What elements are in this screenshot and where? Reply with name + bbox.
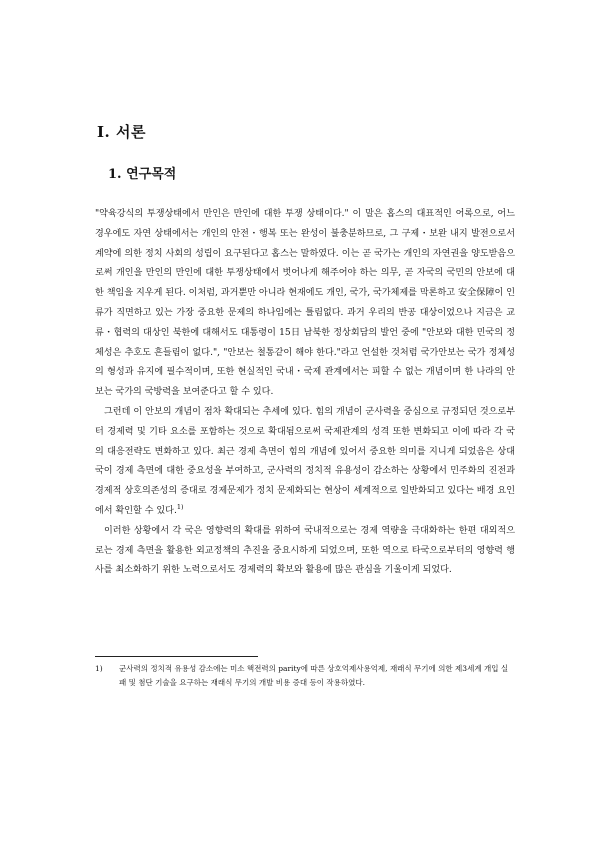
section-title: 1. 연구목적 bbox=[108, 167, 177, 182]
footnote-text: 군사력의 정치적 유용성 감소에는 미소 핵전력의 parity에 따른 상호억제사용억제, 재래식 무기에 의한 제3세계 개입 실패 및 첨단 기술을 요구하는 재래식 무기의 개발 비용 증대 등이 작용하였다. bbox=[119, 664, 509, 687]
footnote-divider bbox=[95, 656, 258, 657]
paragraph-3-text: 이러한 상황에서 각 국은 영향력의 확대를 위하여 국내적으로는 경제 역량을 극대화하는 한편 대외적으로는 경제 측면을 활용한 외교정책의 추진을 중요시하게 되었으며, 또한 역으로 타국으로부터의 영향력 행사를 최소화하기 위한 노력으로서도 경제력의 확보와 활용에 많은 관심을 기울이게 되었다. bbox=[95, 525, 515, 576]
footnote bbox=[95, 662, 515, 690]
paragraph-2-text: 그런데 이 안보의 개념이 점차 확대되는 추세에 있다. 힘의 개념이 군사력을 중심으로 규정되던 것으로부터 경제력 및 기타 요소를 포함하는 것으로 확대됨으로써 국제관계의 성격 또한 변화되고 이에 따라 각 국의 대응전략도 변화하고 있다. 최근 경제 측면이 힘의 개념에 있어서 중요한 의미를 지니게 되었음은 상대국이 경제 측면에 대한 중요성을 부여하고, 군사력의 정치적 유용성이 감소하는 상황에서 민주화의 진전과 경제적 상호의존성의 증대로 경제문제가 정치 문제화되는 현상이 세계적으로 일반화되고 있다는 배경 요인에서 확인할 수 있다. bbox=[95, 406, 515, 516]
footnote-reference[interactable]: 1) bbox=[176, 502, 184, 511]
paragraph-1 bbox=[95, 205, 515, 403]
paragraph-2 bbox=[95, 403, 515, 522]
footnote-number: 1) bbox=[95, 664, 103, 673]
chapter-title: Ⅰ. 서론 bbox=[97, 123, 146, 141]
body-text bbox=[95, 205, 515, 581]
paragraph-3 bbox=[95, 522, 515, 581]
paragraph-1-text: "약육강식의 투쟁상태에서 만인은 만인에 대한 투쟁 상태이다." 이 말은 홉스의 대표적인 어록으로, 어느 경우에도 자연 상태에서는 개인의 안전・행복 또는 완성이 불충분하므로, 그 구제・보완 내지 발전으로서 계약에 의한 정치 사회의 성립이 요구된다고 홉스는 말하였다. 이는 곧 국가는 개인의 자연권을 양도받음으로써 개인을 만인의 만인에 대한 투쟁상태에서 벗어나게 해주어야 하는 의무, 곧 자국의 국민의 안보에 대한 책임을 지우게 된다. 이처럼, 과거뿐만 아니라 현재에도 개인, 국가, 국가체제를 막론하고 安全保障이 인류가 직면하고 있는 가장 중요한 문제의 하나임에는 틀림없다. 과거 우리의 반공 대상이었으나 지금은 교류・협력의 대상인 북한에 대해서도 대통령이 15日 남북한 정상회담의 발언 중에 "안보와 대한 민국의 정체성은 추호도 흔들림이 없다.", "안보는 철통같이 해야 한다."라고 언설한 것처럼 국가안보는 국가 정체성의 형성과 유지에 필수적이며, 또한 현실적인 국내・국제 관계에서는 피할 수 없는 개념이며 한 나라의 안보는 국가의 국방력을 보여준다고 할 수 있다. bbox=[95, 209, 515, 398]
